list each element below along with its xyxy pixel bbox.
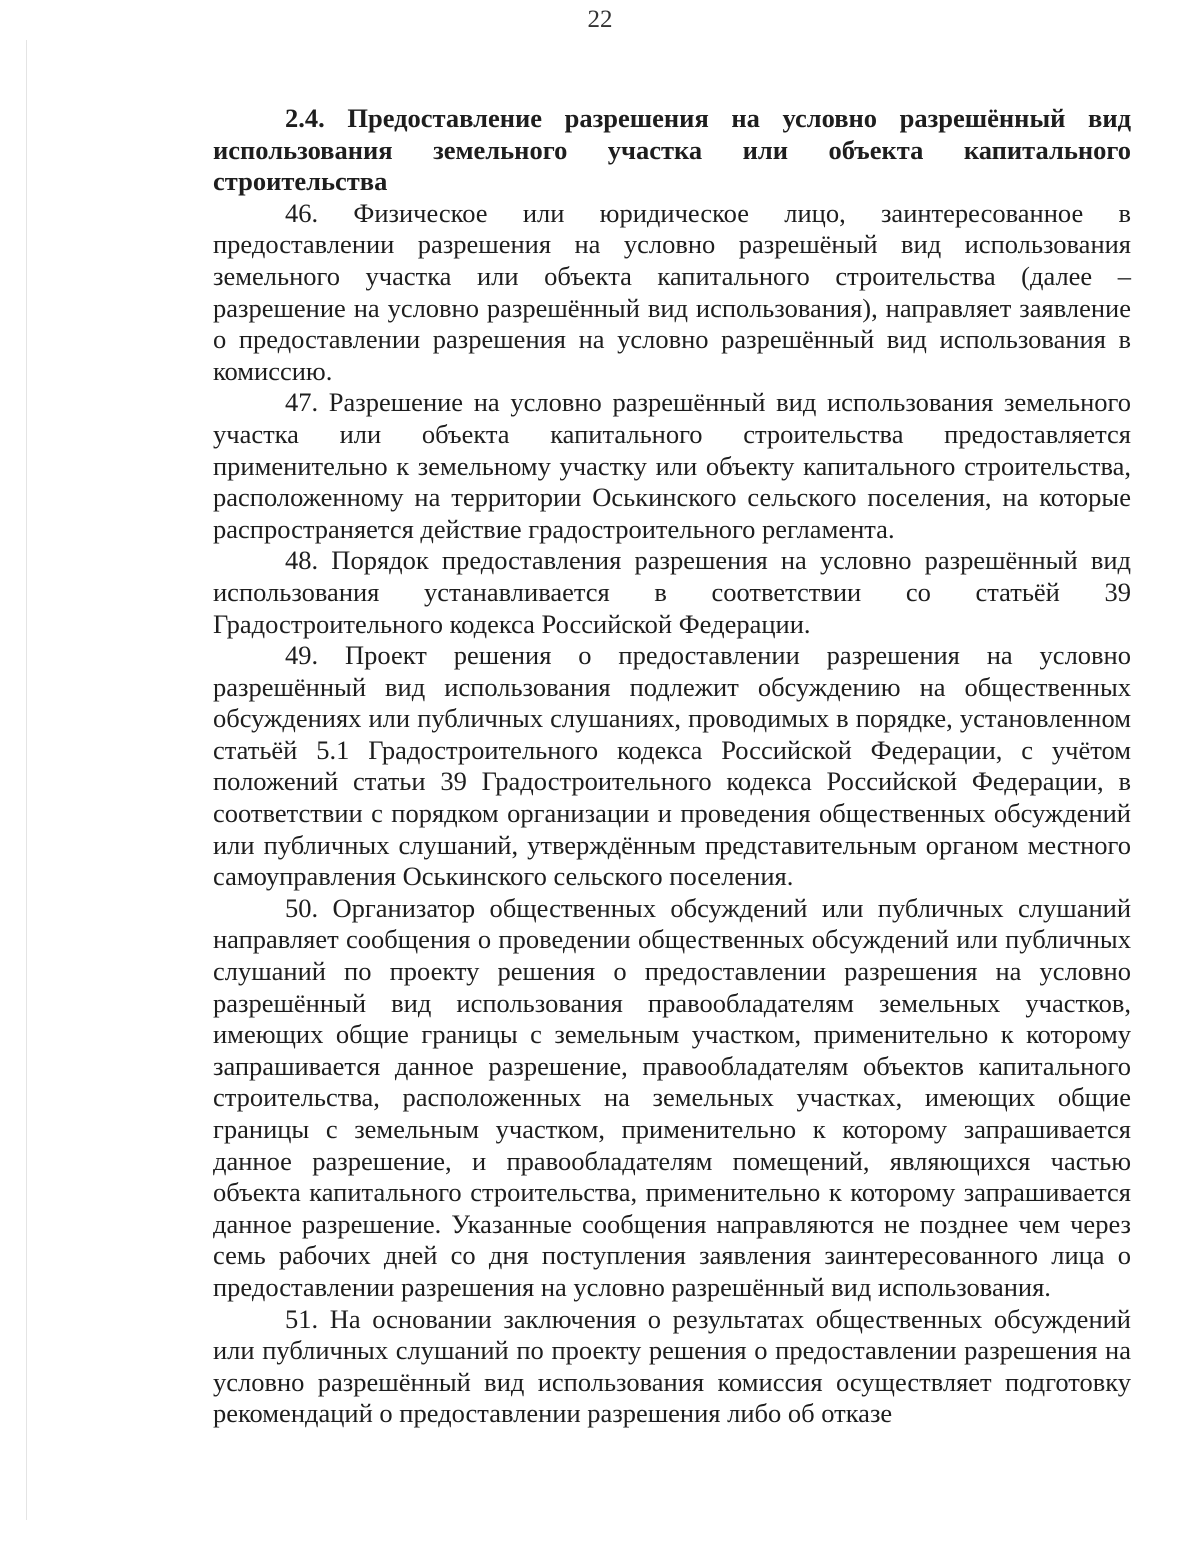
paragraph-46: 46. Физическое или юридическое лицо, заинтересованное в предоставлении разрешения на условно разрешёный вид использования земельного участка или объекта капитального строительства (далее – разрешение на условно разрешённый вид использования), направляет заявление о предоставлении разрешения на условно разрешённый вид использования в комиссию. [213,197,1131,386]
scan-edge-line [26,40,27,1520]
paragraph-51: 51. На основании заключения о результатах общественных обсуждений или публичных слушаний по проекту решения о предоставлении разрешения на условно разрешённый вид использования комиссия осуществляет подготовку рекомендаций о предоставлении разрешения либо об отказе [213,1303,1131,1429]
paragraph-50: 50. Организатор общественных обсуждений или публичных слушаний направляет сообщения о проведении общественных обсуждений или публичных слушаний по проекту решения о предоставлении разрешения на условно разрешённый вид использования правообладателям земельных участков, имеющих общие границы с земельным участком, применительно к которому запрашивается данное разрешение, правообладателям объектов капитального строительства, расположенных на земельных участках, имеющих общие границы с земельным участком, применительно к которому запрашивается данное разрешение, и правообладателям помещений, являющихся частью объекта капитального строительства, применительно к которому запрашивается данное разрешение. Указанные сообщения направляются не позднее чем через семь рабочих дней со дня поступления заявления заинтересованного лица о предоставлении разрешения на условно разрешённый вид использования. [213,892,1131,1302]
page-number: 22 [587,6,613,33]
document-body [213,103,1131,1430]
paragraph-47: 47. Разрешение на условно разрешённый вид использования земельного участка или объекта капитального строительства предоставляется применительно к земельному участку или объекту капитального строительства, расположенному на территории Оськинского сельского поселения, на которые распространяется действие градостроительного регламента. [213,387,1131,544]
paragraph-48: 48. Порядок предоставления разрешения на условно разрешённый вид использования устанавливается в соответствии со статьёй 39 Градостроительного кодекса Российской Федерации. [213,545,1131,639]
section-heading: 2.4. Предоставление разрешения на условно разрешённый вид использования земельного участка или объекта капитального строительства [213,103,1131,197]
paragraph-49: 49. Проект решения о предоставлении разрешения на условно разрешённый вид использования подлежит обсуждению на общественных обсуждениях или публичных слушаниях, проводимых в порядке, установленном статьёй 5.1 Градостроительного кодекса Российской Федерации, с учётом положений статьи 39 Градостроительного кодекса Российской Федерации, в соответствии с порядком организации и проведения общественных обсуждений или публичных слушаний, утверждённым представительным органом местного самоуправления Оськинского сельского поселения. [213,640,1131,892]
